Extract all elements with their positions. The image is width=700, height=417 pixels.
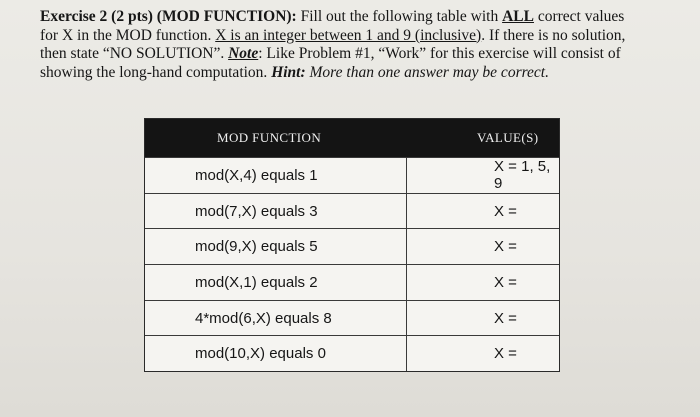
instruction-line-3 [40, 45, 680, 64]
exercise-title: Exercise 2 (2 pts) (MOD FUNCTION): [40, 8, 297, 25]
note-label: Note [228, 45, 259, 62]
hint-label: Hint: [271, 63, 306, 81]
table-row [145, 228, 559, 264]
instruction-text: for X in the MOD function. [40, 26, 216, 44]
instruction-line-1 [40, 8, 680, 27]
function-cell: mod(X,1) equals 2 [145, 265, 407, 300]
table-header [145, 119, 559, 157]
function-cell: 4*mod(6,X) equals 8 [145, 301, 407, 336]
instruction-text: . If there is no solution, [481, 26, 626, 44]
value-cell: X = [494, 345, 517, 363]
value-cell: X = [494, 273, 517, 291]
table-row [145, 300, 559, 336]
value-cell: X = 1, 5, 9 [494, 158, 551, 193]
table-row [145, 335, 559, 371]
value-cell: X = [494, 202, 517, 220]
all-emphasis: ALL [502, 8, 534, 25]
table-row [145, 264, 559, 300]
function-cell: mod(9,X) equals 5 [145, 229, 407, 264]
integer-constraint: X is an integer between 1 and 9 (inclusive) [215, 26, 482, 44]
value-cell: X = [494, 238, 517, 256]
function-cell: mod(7,X) equals 3 [145, 194, 407, 229]
header-mod-function: MOD FUNCTION [217, 130, 322, 145]
table-row [145, 193, 559, 229]
instruction-text: correct values [533, 8, 625, 25]
instruction-text: showing the long-hand computation. [40, 63, 272, 81]
function-cell: mod(X,4) equals 1 [145, 158, 407, 193]
mod-function-table [144, 118, 560, 372]
instruction-text: Fill out the following table with [296, 8, 503, 25]
value-cell: X = [494, 309, 517, 327]
exercise-instructions [40, 8, 680, 82]
instruction-line-4 [40, 64, 680, 83]
function-cell: mod(10,X) equals 0 [145, 336, 407, 371]
instruction-text: : Like Problem #1, “Work” for this exercise will consist of [258, 45, 621, 62]
header-values: VALUE(S) [477, 130, 539, 145]
instruction-text: then state “NO SOLUTION”. [40, 45, 229, 62]
hint-text: More than one answer may be correct. [305, 63, 549, 81]
table-row [145, 157, 559, 193]
instruction-line-2 [40, 27, 680, 46]
